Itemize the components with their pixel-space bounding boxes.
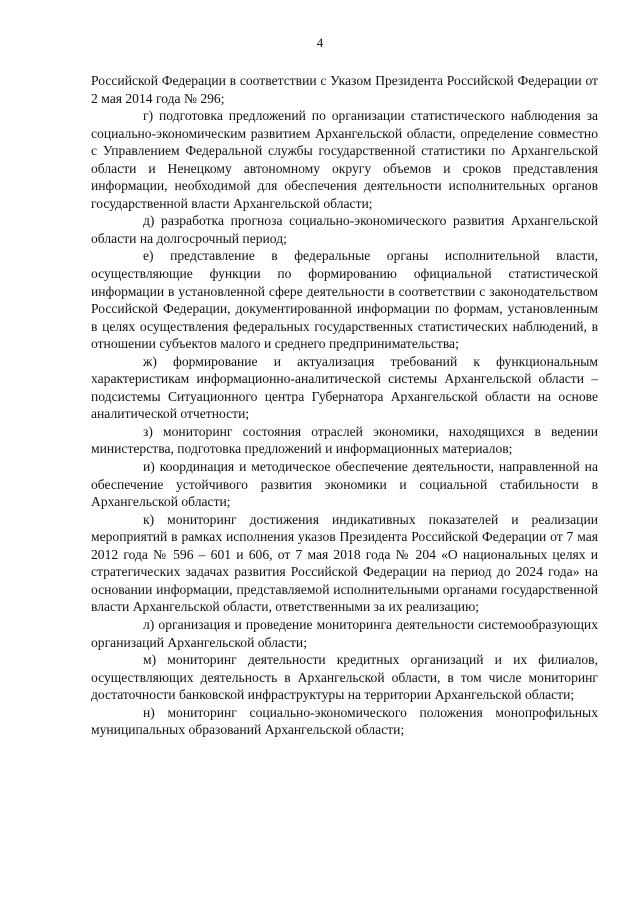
paragraph-item-i: и) координация и методическое обеспечение деятельности, направленной на обеспечение устойчивого развития экономики и социальной стабильности в Архангельской области; <box>91 459 598 510</box>
paragraph-item-zh: ж) формирование и актуализация требований к функциональным характеристикам информационно-аналитической системы Архангельской области – подсистемы Ситуационного центра Губернатора Архангельской области на основе аналитической отчетности; <box>91 353 598 422</box>
paragraph-item-g: г) подготовка предложений по организации статистического наблюдения за социально-экономическим развитием Архангельской области, определение совместно с Управлением Федеральной службы государственной статистики по Архангельской области и Ненецкому автономному округу объемов и сроков представления информации, необходимой для обеспечения деятельности исполнительных органов государственной власти Архангельской области; <box>91 108 598 211</box>
paragraph-item-l: л) организация и проведение мониторинга деятельности системообразующих организаций Архангельской области; <box>91 616 598 650</box>
paragraph-item-m: м) мониторинг деятельности кредитных организаций и их филиалов, осуществляющих деятельность в Архангельской области, в том числе мониторинг достаточности банковской инфраструктуры на территории Архангельской области; <box>91 652 598 703</box>
paragraph-item-n: н) мониторинг социально-экономического положения монопрофильных муниципальных образований Архангельской области; <box>91 704 598 738</box>
paragraph-item-e: е) представление в федеральные органы исполнительной власти, осуществляющие функции по формированию официальной статистической информации в установленной сфере деятельности в соответствии с законодательством Российской Федерации, документированной информации по формам, установленным в целях осуществления федеральных государственных статистических наблюдений, в отношении субъектов малого и среднего предпринимательства; <box>91 248 598 352</box>
document-body <box>91 72 598 739</box>
page-number: 4 <box>316 35 324 50</box>
paragraph-continuation: Российской Федерации в соответствии с Указом Президента Российской Федерации от 2 мая 2014 года № 296; <box>91 73 598 106</box>
paragraph-item-d: д) разработка прогноза социально-экономического развития Архангельской области на долгосрочный период; <box>91 213 598 246</box>
paragraph-item-k: к) мониторинг достижения индикативных показателей и реализации мероприятий в рамках исполнения указов Президента Российской Федерации от 7 мая 2012 года № 596 – 601 и 606, от 7 мая 2018 года № 204 «О национальных целях и стратегических задачах развития Российской Федерации на период до 2024 года» на основании информации, представляемой исполнительными органами государственной власти Архангельской области, ответственными за их реализацию; <box>91 511 598 615</box>
paragraph-item-z: з) мониторинг состояния отраслей экономики, находящихся в ведении министерства, подготовка предложений и информационных материалов; <box>91 423 598 457</box>
